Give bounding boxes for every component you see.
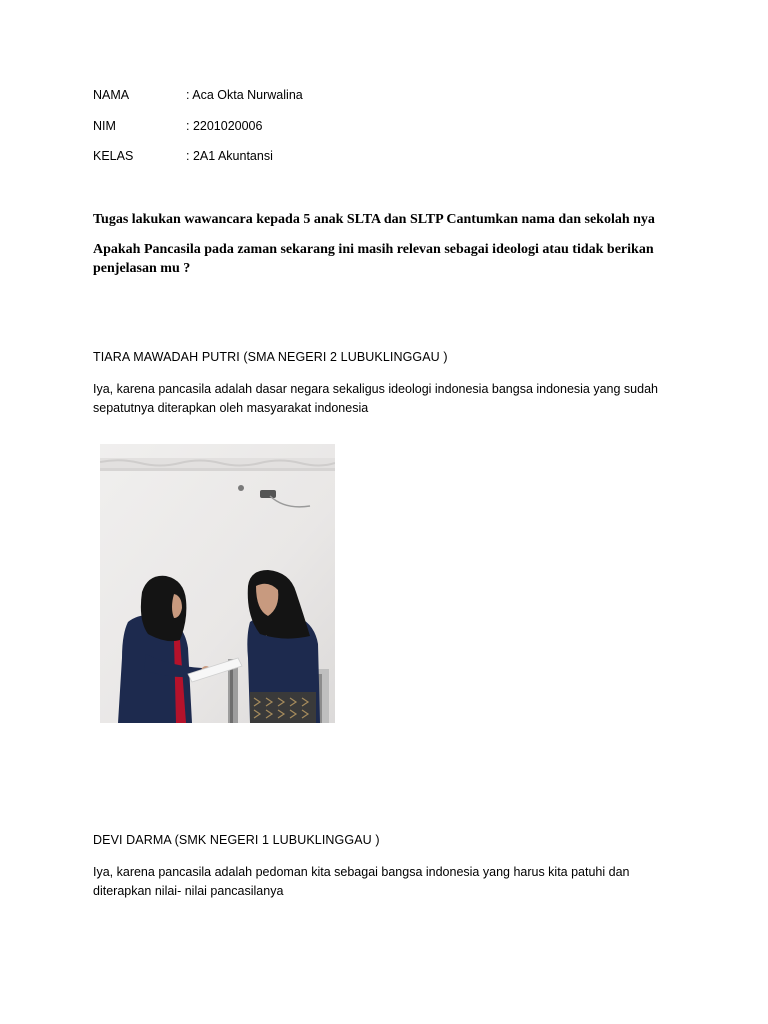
name-row: [93, 88, 303, 106]
nim-label: NIM: [93, 119, 116, 133]
class-label: KELAS: [93, 149, 134, 163]
name-label: NAMA: [93, 88, 130, 102]
assignment-question: Apakah Pancasila pada zaman sekarang ini masih relevan sebagai ideologi atau tidak berikan penjelasan mu ?: [93, 242, 654, 276]
class-row: [93, 149, 273, 167]
interview-photo: [100, 444, 335, 723]
assignment-task: Tugas lakukan wawancara kepada 5 anak SLTA dan SLTP Cantumkan nama dan sekolah nya: [93, 212, 655, 227]
nim-row: [93, 119, 262, 137]
interview-2-heading: DEVI DARMA (SMK NEGERI 1 LUBUKLINGGAU ): [93, 833, 380, 847]
interview-1-answer: Iya, karena pancasila adalah dasar negara sekaligus ideologi indonesia bangsa indonesia yang sudah sepatutnya diterapkan oleh masyarakat indonesia: [93, 382, 658, 415]
nim-value: : 2201020006: [186, 119, 263, 133]
class-value: : 2A1 Akuntansi: [186, 149, 273, 163]
interview-1-heading: TIARA MAWADAH PUTRI (SMA NEGERI 2 LUBUKLINGGAU ): [93, 350, 448, 364]
name-value: : Aca Okta Nurwalina: [186, 88, 303, 102]
interview-2-answer: Iya, karena pancasila adalah pedoman kita sebagai bangsa indonesia yang harus kita patuhi dan diterapkan nilai- nilai pancasilanya: [93, 865, 630, 898]
